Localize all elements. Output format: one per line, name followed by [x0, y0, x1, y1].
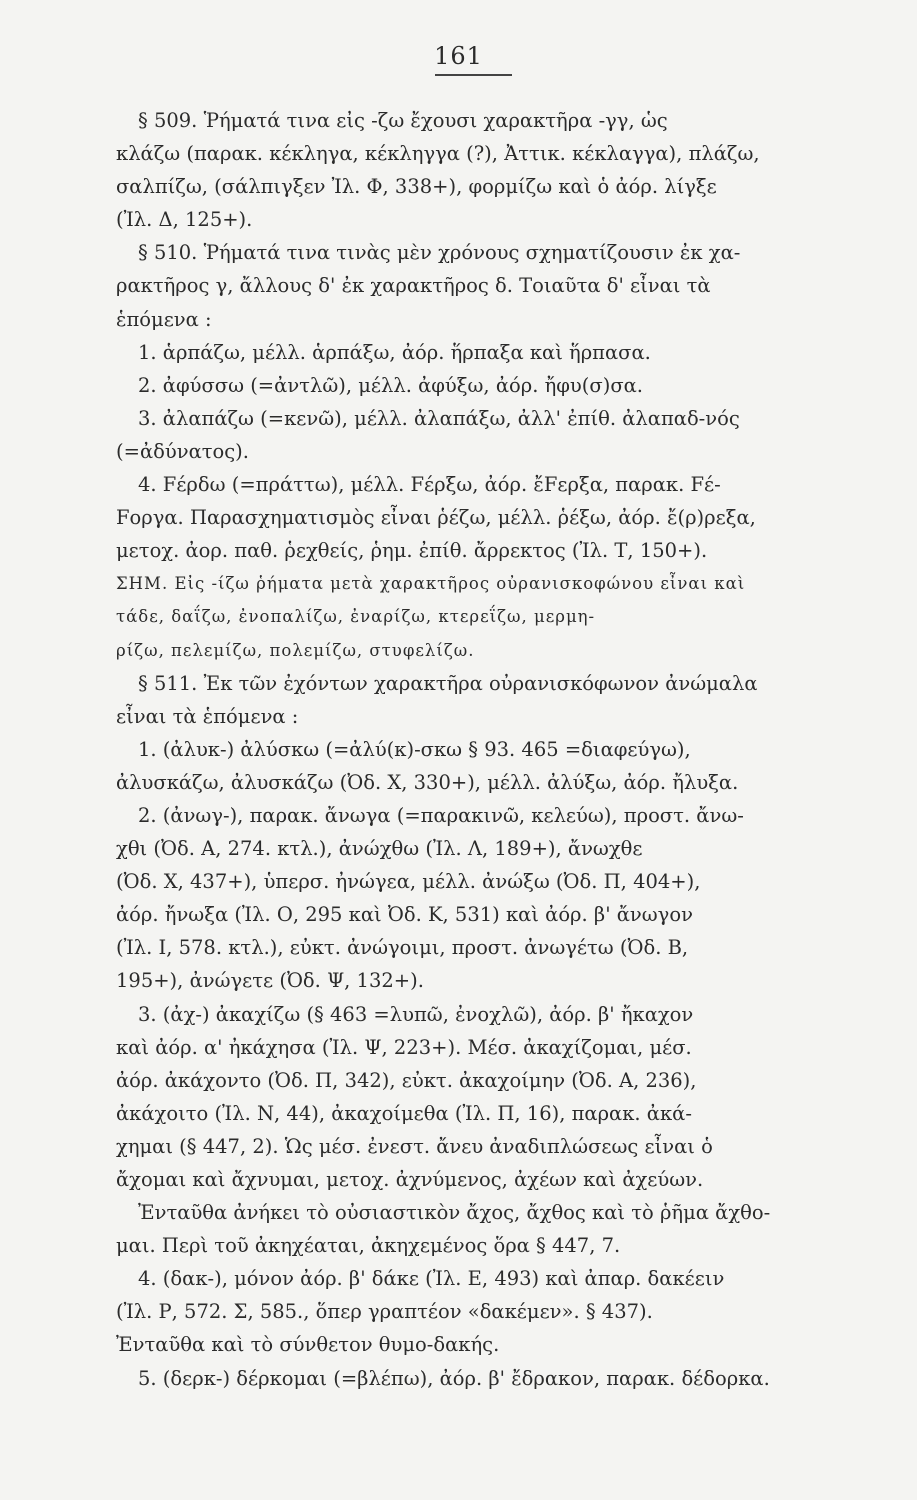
- text-line: (Ὀδ. Χ, 437+), ὑπερσ. ἠνώγεα, μέλλ. ἀνώξω (Ὀδ. Π, 404+),: [116, 870, 701, 894]
- text-line: 4. Fέρδω (=πράττω), μέλλ. Fέρξω, ἀόρ. ἔFερξα, παρακ. Fέ-: [138, 473, 721, 497]
- text-line: ἀόρ. ἀκάχοντο (Ὀδ. Π, 342), εὐκτ. ἀκαχοίμην (Ὀδ. Α, 236),: [116, 1068, 697, 1092]
- text-line: καὶ ἀόρ. α' ἠκάχησα (Ἰλ. Ψ, 223+). Μέσ. ἀκαχίζομαι, μέσ.: [116, 1035, 692, 1059]
- text-line: § 509. Ῥήματά τινα εἰς -ζω ἔχουσι χαρακτῆρα -γγ, ὡς: [138, 109, 668, 132]
- text-line: ἀκάχοιτο (Ἰλ. Ν, 44), ἀκαχοίμεθα (Ἰλ. Π, 16), παρακ. ἀκά-: [116, 1101, 692, 1125]
- text-line: (Ἰλ. Δ, 125+).: [116, 208, 253, 232]
- text-line: 5. (δερκ-) δέρκομαι (=βλέπω), ἀόρ. β' ἔδρακον, παρακ. δέδορκα.: [138, 1366, 770, 1390]
- text-line: χθι (Ὀδ. Α, 274. κτλ.), ἀνώχθω (Ἰλ. Λ, 189+), ἄνωχθε: [116, 837, 643, 861]
- text-line: ἀόρ. ἤνωξα (Ἰλ. Ο, 295 καὶ Ὀδ. Κ, 531) καὶ ἀόρ. β' ἄνωγον: [116, 903, 693, 927]
- text-line: Ἐνταῦθα καὶ τὸ σύνθετον θυμο-δακής.: [116, 1333, 500, 1357]
- text-line: § 510. Ῥήματά τινα τινὰς μὲν χρόνους σχηματίζουσιν ἐκ χα-: [138, 241, 741, 265]
- text-line: Fοργα. Παρασχηματισμὸς εἶναι ῥέζω, μέλλ. ῥέξω, ἀόρ. ἔ(ρ)ρεξα,: [116, 506, 756, 530]
- text-line: κλάζω (παρακ. κέκληγα, κέκληγγα (?), Ἀττικ. κέκλαγγα), πλάζω,: [116, 142, 760, 166]
- text-line: § 511. Ἐκ τῶν ἐχόντων χαρακτῆρα οὐρανισκόφωνον ἀνώμαλα: [138, 671, 758, 695]
- text-line: (Ἰλ. Ι, 578. κτλ.), εὐκτ. ἀνώγοιμι, προστ. ἀνωγέτω (Ὀδ. Β,: [116, 936, 689, 960]
- text-line: ρίζω, πελεμίζω, πολεμίζω, στυφελίζω.: [116, 640, 475, 660]
- text-line: ρακτῆρος γ, ἄλλους δ' ἐκ χαρακτῆρος δ. Τοιαῦτα δ' εἶναι τὰ: [116, 274, 711, 298]
- text-line: μετοχ. ἀορ. παθ. ῥεχθείς, ῥημ. ἐπίθ. ἄρρεκτος (Ἰλ. Τ, 150+).: [116, 539, 708, 563]
- text-line: σαλπίζω, (σάλπιγξεν Ἰλ. Φ, 338+), φορμίζω καὶ ὁ ἀόρ. λίγξε: [116, 175, 717, 199]
- text-line: 4. (δακ-), μόνον ἀόρ. β' δάκε (Ἰλ. Ε, 493) καὶ ἀπαρ. δακέειν: [138, 1267, 725, 1291]
- text-line: 2. ἀφύσσω (=ἀντλῶ), μέλλ. ἀφύξω, ἀόρ. ἤφυ(σ)σα.: [138, 373, 643, 397]
- text-line: 2. (ἀνωγ-), παρακ. ἄνωγα (=παρακινῶ, κελεύω), προστ. ἄνω-: [138, 803, 744, 827]
- text-line: ἀλυσκάζω, ἀλυσκάζω (Ὀδ. Χ, 330+), μέλλ. ἀλύξω, ἀόρ. ἤλυξα.: [116, 770, 739, 794]
- body-text: [116, 104, 816, 1395]
- text-line: τάδε, δαΐζω, ἐνοπαλίζω, ἐναρίζω, κτερεΐζω, μερμη-: [116, 607, 596, 627]
- page-number: 161: [434, 42, 483, 70]
- page-number-rule: [435, 74, 512, 76]
- text-line: ἄχομαι καὶ ἄχνυμαι, μετοχ. ἀχνύμενος, ἀχέων καὶ ἀχεύων.: [116, 1168, 704, 1191]
- text-line: 195+), ἀνώγετε (Ὀδ. Ψ, 132+).: [116, 969, 424, 993]
- text-line: ΣΗΜ. Εἰς -ίζω ῥήματα μετὰ χαρακτῆρος οὐρανισκοφώνου εἶναι καὶ: [116, 574, 746, 594]
- text-line: ἑπόμενα :: [116, 307, 212, 331]
- text-line: 3. (ἀχ-) ἀκαχίζω (§ 463 =λυπῶ, ἐνοχλῶ), ἀόρ. β' ἤκαχον: [138, 1002, 694, 1026]
- text-line: (Ἰλ. Ρ, 572. Σ, 585., ὅπερ γραπτέον «δακέμεν». § 437).: [116, 1300, 653, 1324]
- text-line: Ἐνταῦθα ἀνήκει τὸ οὐσιαστικὸν ἄχος, ἄχθος καὶ τὸ ῥῆμα ἄχθο-: [138, 1201, 771, 1225]
- text-line: 1. (ἀλυκ-) ἀλύσκω (=ἀλύ(κ)-σκω § 93. 465 =διαφεύγω),: [138, 737, 691, 761]
- text-line: εἶναι τὰ ἑπόμενα :: [116, 704, 299, 728]
- text-line: μαι. Περὶ τοῦ ἀκηχέαται, ἀκηχεμένος ὅρα § 447, 7.: [116, 1234, 621, 1258]
- text-line: 1. ἁρπάζω, μέλλ. ἁρπάξω, ἀόρ. ἥρπαξα καὶ ἥρπασα.: [138, 340, 651, 364]
- text-line: (=ἀδύνατος).: [116, 439, 249, 463]
- text-line: 3. ἀλαπάζω (=κενῶ), μέλλ. ἀλαπάξω, ἀλλ' ἐπίθ. ἀλαπαδ-νός: [138, 406, 740, 430]
- text-line: χημαι (§ 447, 2). Ὡς μέσ. ἐνεστ. ἄνευ ἀναδιπλώσεως εἶναι ὁ: [116, 1134, 713, 1158]
